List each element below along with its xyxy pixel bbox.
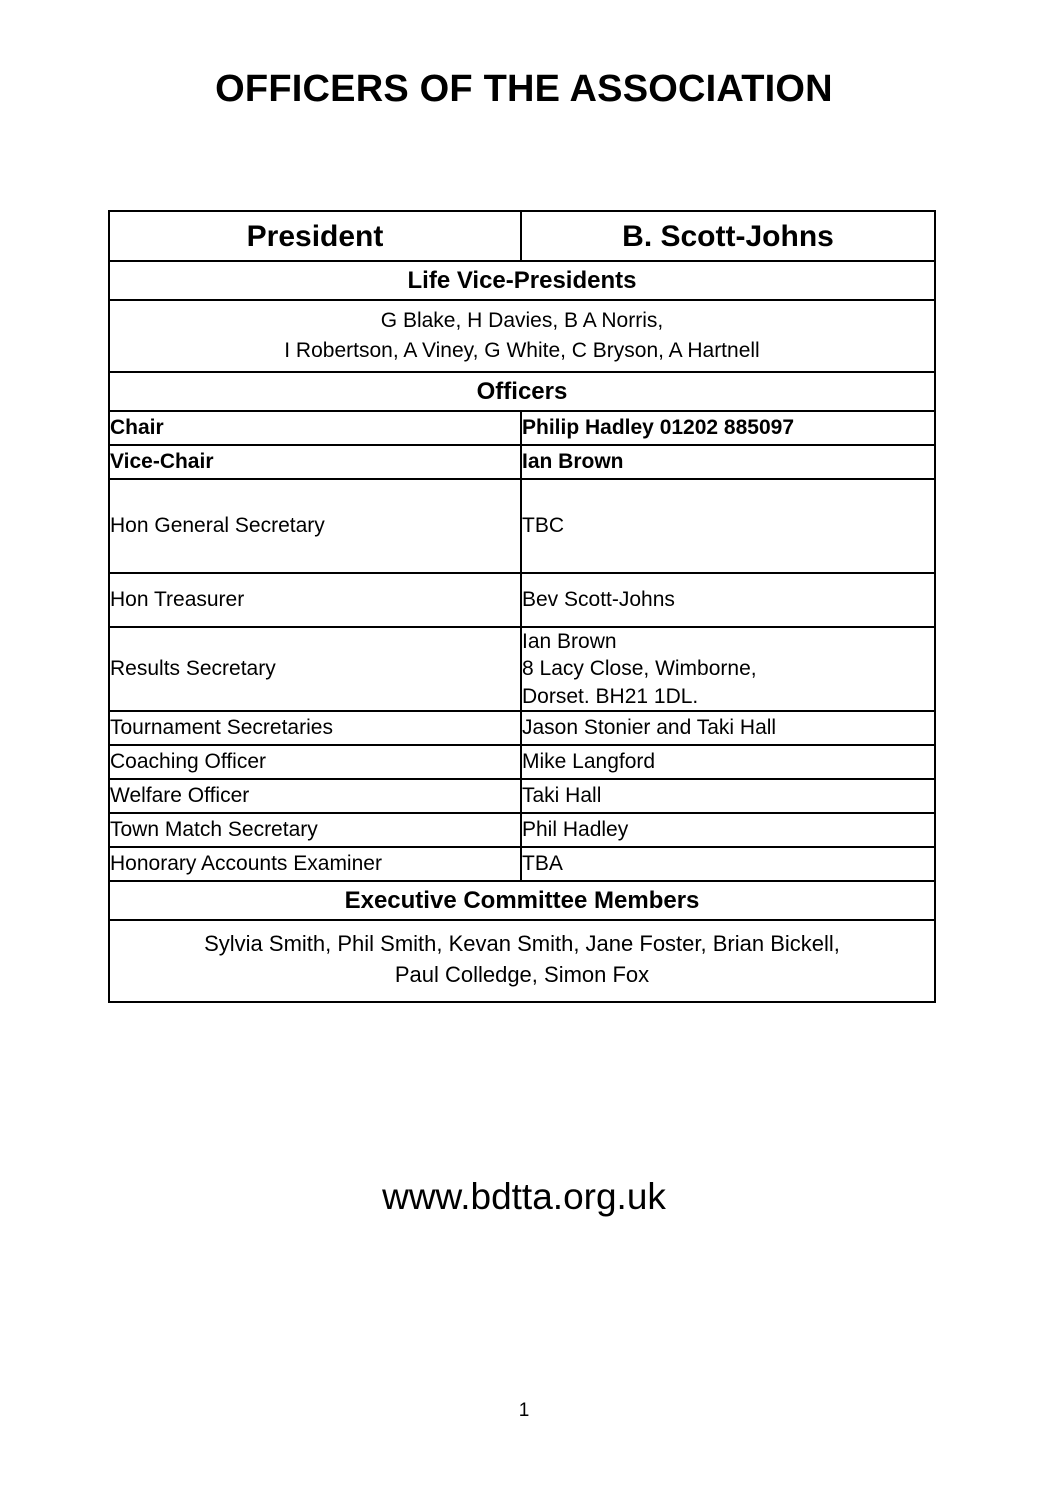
executive-committee-members-line-2: Paul Colledge, Simon Fox (394, 961, 650, 987)
hon-treasurer-holder: Bev Scott-Johns (521, 573, 935, 627)
honorary-accounts-examiner-role: Honorary Accounts Examiner (109, 847, 521, 881)
executive-committee-members (109, 920, 935, 1002)
table-row-executive-committee-heading (109, 881, 935, 920)
table-row-life-vice-presidents-names (109, 300, 935, 372)
town-match-secretary-role: Town Match Secretary (109, 813, 521, 847)
results-secretary-holder-line-1: Ian Brown (522, 630, 617, 654)
table-row-welfare-officer (109, 779, 935, 813)
page-title: OFFICERS OF THE ASSOCIATION (215, 68, 833, 110)
president-value: B. Scott-Johns (521, 211, 935, 261)
hon-general-secretary-holder: TBC (521, 479, 935, 573)
life-vice-presidents-heading: Life Vice-Presidents (109, 261, 935, 300)
table-row-tournament-secretaries (109, 711, 935, 745)
table-row-president (109, 211, 935, 261)
life-vice-presidents-names-line-2: I Robertson, A Viney, G White, C Bryson, A Hartnell (284, 339, 760, 362)
table-row-officers-heading (109, 372, 935, 411)
executive-committee-heading: Executive Committee Members (109, 881, 935, 920)
table-row-executive-committee-members (109, 920, 935, 1002)
vice-chair-role: Vice-Chair (109, 445, 521, 479)
officers-table (108, 210, 936, 1003)
table-row-life-vice-presidents-heading (109, 261, 935, 300)
table-row-hon-general-secretary (109, 479, 935, 573)
table-row-chair (109, 411, 935, 445)
president-label: President (109, 211, 521, 261)
hon-treasurer-role: Hon Treasurer (109, 573, 521, 627)
honorary-accounts-examiner-holder: TBA (521, 847, 935, 881)
results-secretary-holder-line-2: 8 Lacy Close, Wimborne, (522, 657, 757, 681)
results-secretary-holder-line-3: Dorset. BH21 1DL. (522, 684, 699, 708)
chair-holder: Philip Hadley 01202 885097 (521, 411, 935, 445)
website-url: www.bdtta.org.uk (382, 1176, 666, 1217)
hon-general-secretary-role: Hon General Secretary (109, 479, 521, 573)
page-number: 1 (518, 1400, 530, 1421)
table-row-town-match-secretary (109, 813, 935, 847)
welfare-officer-role: Welfare Officer (109, 779, 521, 813)
town-match-secretary-holder: Phil Hadley (521, 813, 935, 847)
executive-committee-members-line-1: Sylvia Smith, Phil Smith, Kevan Smith, Jane Foster, Brian Bickell, (204, 931, 840, 957)
coaching-officer-holder: Mike Langford (521, 745, 935, 779)
vice-chair-holder: Ian Brown (521, 445, 935, 479)
officers-heading: Officers (109, 372, 935, 411)
coaching-officer-role: Coaching Officer (109, 745, 521, 779)
life-vice-presidents-names-line-1: G Blake, H Davies, B A Norris, (380, 309, 664, 333)
tournament-secretaries-holder: Jason Stonier and Taki Hall (521, 711, 935, 745)
chair-role: Chair (109, 411, 521, 445)
results-secretary-holder (521, 627, 935, 711)
table-row-hon-treasurer (109, 573, 935, 627)
table-row-coaching-officer (109, 745, 935, 779)
welfare-officer-holder: Taki Hall (521, 779, 935, 813)
table-row-honorary-accounts-examiner (109, 847, 935, 881)
life-vice-presidents-names (109, 300, 935, 372)
table-row-results-secretary (109, 627, 935, 711)
tournament-secretaries-role: Tournament Secretaries (109, 711, 521, 745)
results-secretary-role: Results Secretary (109, 627, 521, 711)
table-row-vice-chair (109, 445, 935, 479)
